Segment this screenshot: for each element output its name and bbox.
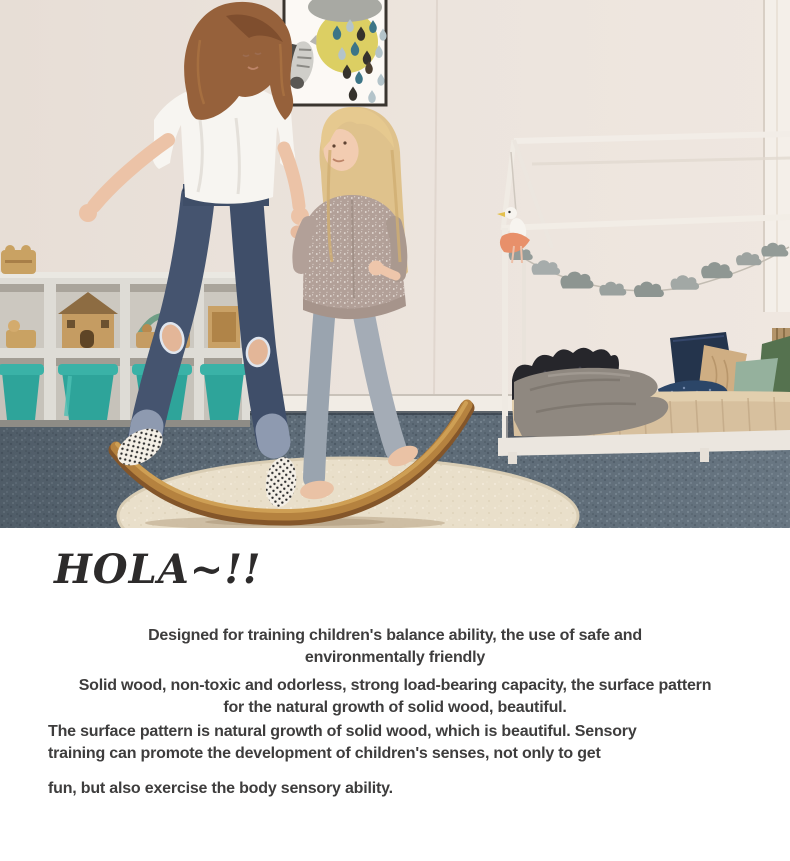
younger-girl-left-leg bbox=[314, 305, 325, 478]
younger-girl-hand bbox=[369, 261, 384, 276]
page-title: HOLA~!! bbox=[54, 546, 262, 593]
door-frame bbox=[764, 0, 790, 312]
paragraph-line: environmentally friendly bbox=[304, 649, 486, 666]
wall-poster bbox=[281, 0, 387, 105]
older-girl-hand bbox=[79, 204, 97, 222]
toy-crate bbox=[208, 306, 240, 348]
toy-shelf bbox=[0, 245, 250, 427]
paragraph-line: for the natural growth of solid wood, beautiful. bbox=[223, 699, 567, 716]
paragraph-line: Designed for training children's balance ability, the use of safe and bbox=[148, 627, 642, 644]
paragraph-line: training can promote the development of children's senses, not only to get bbox=[48, 745, 601, 762]
paragraph-line: The surface pattern is natural growth of solid wood, which is beautiful. Sensory bbox=[48, 723, 637, 740]
paragraph-line: Solid wood, non-toxic and odorless, strong load-bearing capacity, the surface pattern bbox=[78, 677, 712, 694]
paragraph-line: fun, but also exercise the body sensory ability. bbox=[48, 780, 393, 797]
paragraph-designed bbox=[0, 625, 790, 669]
paragraph-fun bbox=[0, 778, 790, 800]
paragraph-surface-pattern bbox=[0, 721, 790, 765]
description-section bbox=[0, 548, 790, 800]
paragraph-solid-wood bbox=[0, 675, 790, 719]
